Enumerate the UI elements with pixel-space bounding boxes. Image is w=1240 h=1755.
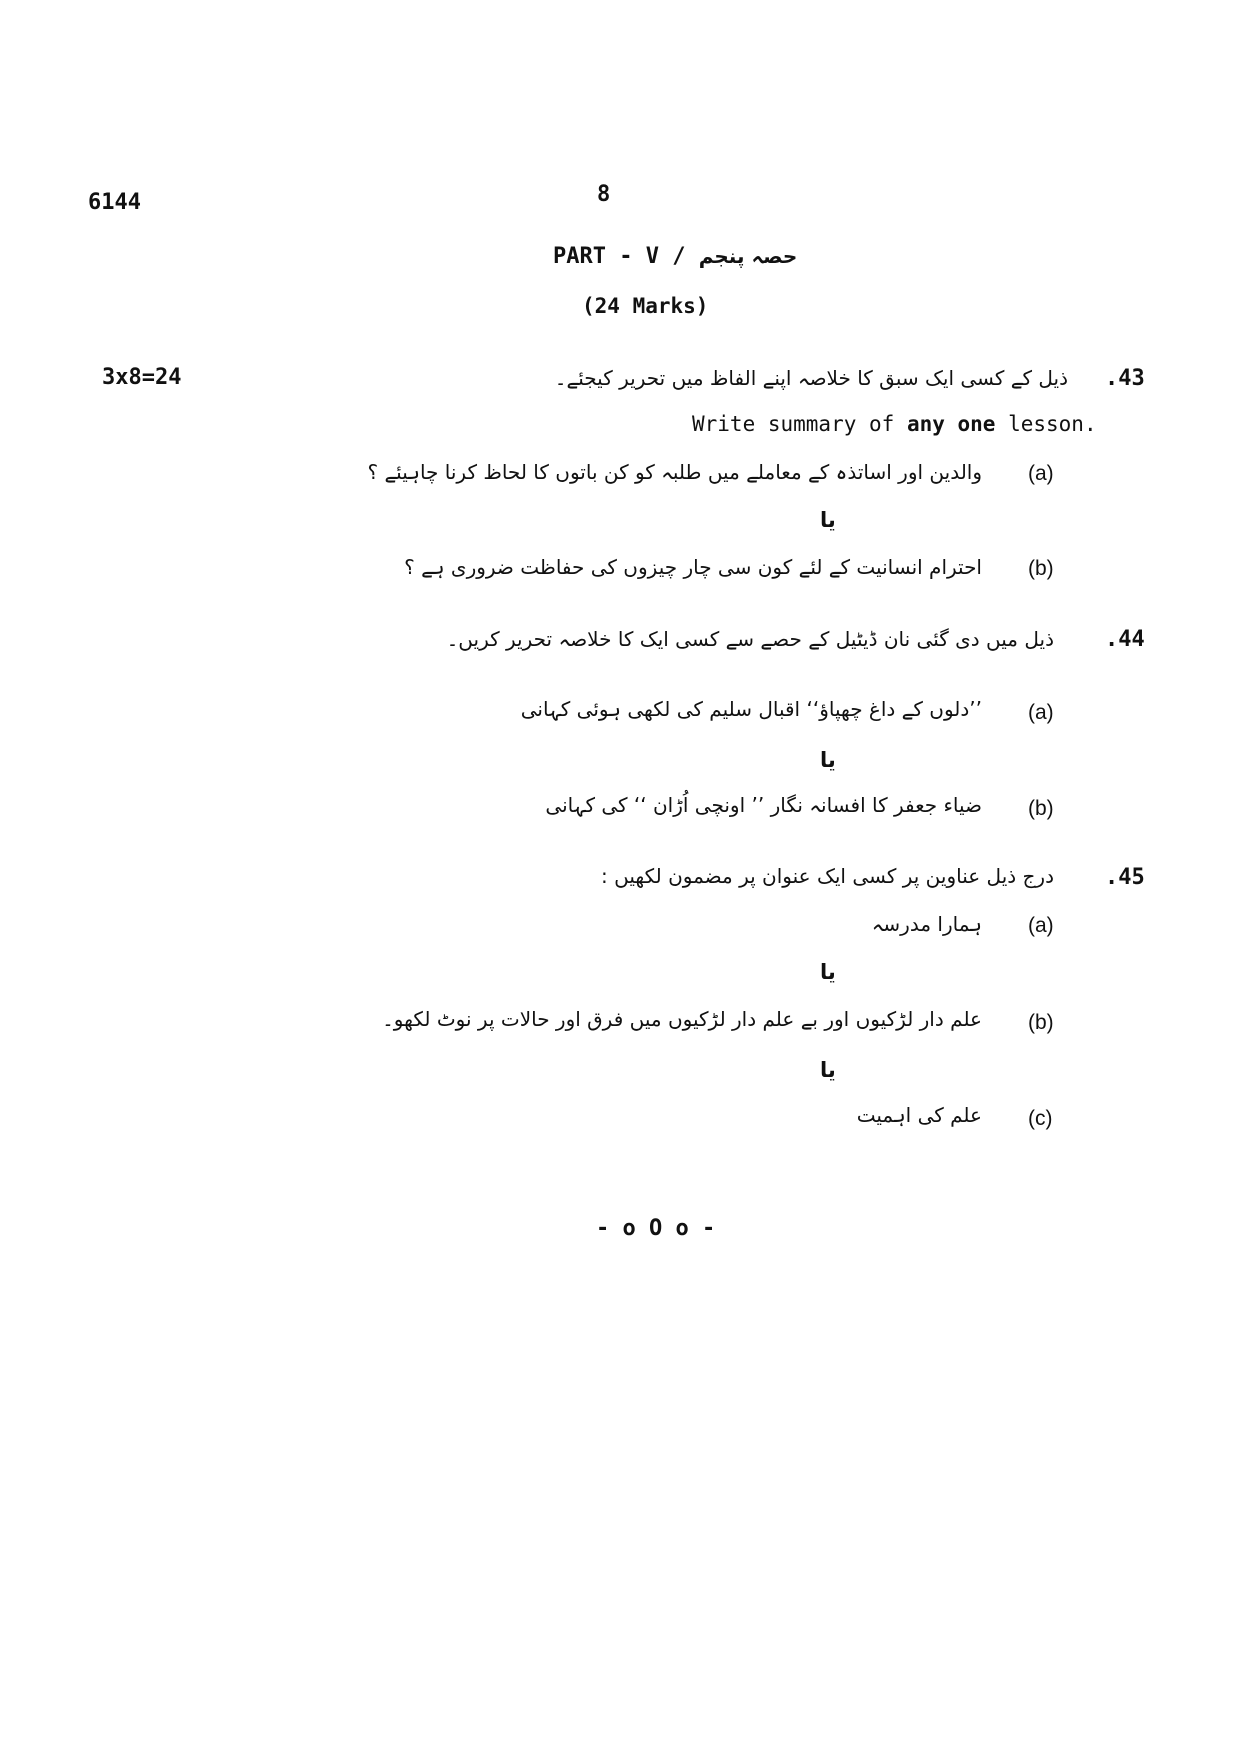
q45-option-c-label: (c) — [1028, 1107, 1053, 1130]
q43-option-a-text: والدین اور اساتذہ کے معاملے میں طلبہ کو کن باتوں کا لحاظ کرنا چاہیئے ؟ — [367, 460, 982, 484]
q44-option-b-text: ضیاء جعفر کا افسانہ نگار ’’ اونچی اُڑان ‘‘ کی کہانی — [545, 793, 982, 817]
q43-prompt-urdu: ذیل کے کسی ایک سبق کا خلاصہ اپنے الفاظ میں تحریر کیجئے۔ — [554, 366, 1068, 390]
marks-formula: 3x8=24 — [102, 365, 182, 390]
q43-option-a-label: (a) — [1028, 462, 1054, 485]
q44-or-separator: یا — [820, 748, 836, 772]
q43-prompt-english — [692, 412, 1097, 436]
q44-option-b-label: (b) — [1028, 797, 1054, 820]
q44-prompt-urdu: ذیل میں دی گئی نان ڈیٹیل کے حصے سے کسی ایک کا خلاصہ تحریر کریں۔ — [446, 627, 1054, 651]
q45-option-b-label: (b) — [1028, 1011, 1054, 1034]
section-title — [553, 244, 797, 269]
q45-option-b-text: علم دار لڑکیوں اور بے علم دار لڑکیوں میں فرق اور حالات پر نوٹ لکھو۔ — [382, 1007, 982, 1031]
q45-prompt-urdu: درج ذیل عناوین پر کسی ایک عنوان پر مضمون لکھیں : — [601, 864, 1054, 888]
q45-option-a-text: ہمارا مدرسہ — [871, 912, 982, 936]
q43-prompt-en-part2: lesson. — [995, 412, 1097, 436]
q45-or-separator-2: یا — [820, 1058, 836, 1082]
q45-number: .45 — [1105, 865, 1145, 890]
section-title-ur: حصہ پنجم — [698, 244, 798, 268]
q44-option-a-label: (a) — [1028, 701, 1054, 724]
section-title-en: PART - V / — [553, 244, 699, 269]
q44-number: .44 — [1105, 627, 1145, 652]
q43-option-b-label: (b) — [1028, 557, 1054, 580]
q43-or-separator: یا — [820, 508, 836, 532]
q45-option-c-text: علم کی اہمیت — [856, 1103, 982, 1127]
q45-or-separator-1: یا — [820, 960, 836, 984]
section-marks: (24 Marks) — [582, 294, 709, 318]
q43-prompt-en-emphasis: any one — [906, 412, 996, 436]
page-number: 8 — [597, 182, 611, 207]
q43-number: .43 — [1105, 366, 1145, 391]
q44-option-a-text: ’’دلوں کے داغ چھپاؤ‘‘ اقبال سلیم کی لکھی ہوئی کہانی — [520, 697, 982, 721]
q45-option-a-label: (a) — [1028, 914, 1054, 937]
q43-prompt-en-part1: Write summary of — [692, 412, 907, 436]
q43-option-b-text: احترام انسانیت کے لئے کون سی چار چیزوں کی حفاظت ضروری ہے ؟ — [404, 555, 982, 579]
end-of-paper-mark: - o O o - — [596, 1216, 716, 1241]
paper-code: 6144 — [88, 190, 141, 215]
